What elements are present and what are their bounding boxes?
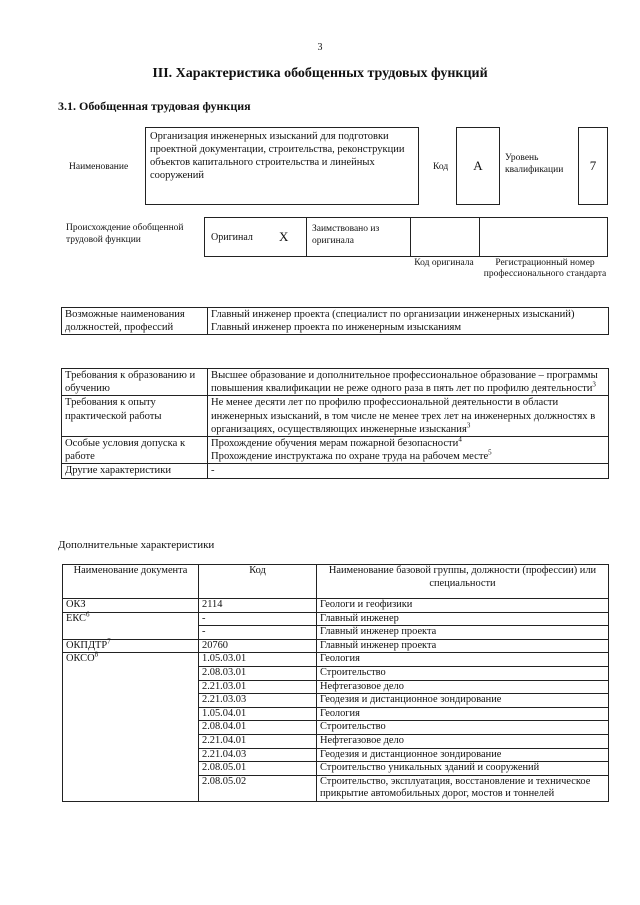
okso-code: 2.08.05.01	[199, 762, 317, 776]
condition-2-text: Прохождение инструктажа по охране труда на рабочем месте	[211, 451, 489, 463]
level-label: Уровень квалификации	[505, 153, 564, 175]
experience-value: Не менее десяти лет по профилю профессиональной деятельности в области инженерных изысканий, в том числе не менее трех лет на инженерных должностях в организациях, осуществляющих инженерные изыскания	[211, 397, 596, 435]
qualification-level-box	[578, 127, 608, 205]
okso-name: Геодезия и дистанционное зондирование	[317, 748, 609, 762]
okpdtr-code: 20760	[199, 639, 317, 653]
position-1: Главный инженер проекта (специалист по организации инженерных изысканий)	[211, 309, 575, 320]
okso-code: 1.05.04.01	[199, 707, 317, 721]
other-value: -	[208, 464, 609, 478]
origin-box	[204, 217, 608, 257]
table-row	[63, 639, 609, 653]
okso-name: Геодезия и дистанционное зондирование	[317, 694, 609, 708]
okso-name: Строительство уникальных зданий и сооружений	[317, 762, 609, 776]
okso-code: 2.08.03.01	[199, 666, 317, 680]
condition-2	[211, 450, 605, 463]
okso-name: Строительство	[317, 666, 609, 680]
eks-code-2: -	[199, 626, 317, 640]
eks-code-1: -	[199, 612, 317, 626]
conditions-cell	[208, 437, 609, 464]
positions-values	[208, 308, 609, 335]
positions-label: Возможные наименования должностей, профессий	[62, 308, 208, 335]
okpdtr-name: Главный инженер проекта	[317, 639, 609, 653]
position-2: Главный инженер проекта по инженерным изысканиям	[211, 322, 462, 334]
borrowed-label: Заимствовано из оригинала	[312, 224, 380, 246]
eks-name-2: Главный инженер проекта	[317, 626, 609, 640]
education-footnote: 3	[592, 380, 596, 389]
okso-code: 2.21.03.03	[199, 694, 317, 708]
table-row	[63, 653, 609, 667]
original-mark: X	[279, 229, 289, 244]
additional-table	[62, 564, 609, 802]
col-header-name: Наименование базовой группы, должности (профессии) или специальности	[317, 565, 609, 599]
okso-code: 1.05.03.01	[199, 653, 317, 667]
name-label: Наименование	[69, 162, 129, 172]
original-label: Оригинал	[211, 232, 253, 243]
okso-code: 2.08.04.01	[199, 721, 317, 735]
other-label: Другие характеристики	[62, 464, 208, 478]
okso-name: Геология	[317, 653, 609, 667]
subsection-title: 3.1. Обобщенная трудовая функция	[58, 99, 251, 113]
okz-name: Геологи и геофизики	[317, 599, 609, 613]
okso-code: 2.21.04.01	[199, 734, 317, 748]
experience-cell	[208, 396, 609, 437]
table-row	[63, 599, 609, 613]
okz-code: 2114	[199, 599, 317, 613]
function-name-box	[145, 127, 419, 205]
eks-doc: ЕКС	[66, 612, 86, 624]
okso-name: Строительство, эксплуатация, восстановление и техническое прикрытие автомобильных дорог, мостов и тоннелей	[317, 775, 609, 801]
code-label: Код	[433, 162, 449, 172]
experience-label: Требования к опыту практической работы	[62, 396, 208, 437]
education-cell	[208, 369, 609, 396]
reg-number-caption: Регистрационный номер профессионального стандарта	[483, 258, 607, 279]
function-code-box	[456, 127, 500, 205]
positions-table	[61, 307, 609, 335]
okpdtr-doc: ОКПДТР	[66, 639, 108, 651]
origin-divider-2	[410, 217, 411, 257]
requirements-table	[61, 368, 609, 479]
origin-divider-1	[306, 217, 307, 257]
condition-2-footnote: 5	[488, 448, 492, 457]
okso-doc: ОКСО	[66, 653, 95, 665]
col-header-doc: Наименование документа	[63, 565, 199, 599]
conditions-label: Особые условия допуска к работе	[62, 437, 208, 464]
eks-doc-cell	[63, 612, 199, 639]
okso-name: Геология	[317, 707, 609, 721]
okso-footnote: 8	[94, 650, 99, 659]
condition-1	[211, 437, 605, 450]
okpdtr-doc-cell	[63, 639, 199, 653]
origin-divider-3	[479, 217, 480, 257]
okso-name: Нефтегазовое дело	[317, 734, 609, 748]
table-row	[63, 612, 609, 626]
condition-1-footnote: 4	[458, 435, 462, 444]
section-title: III. Характеристика обобщенных трудовых функций	[152, 66, 488, 81]
education-label: Требования к образованию и обучению	[62, 369, 208, 396]
function-code-value: А	[473, 158, 483, 173]
okso-code: 2.08.05.02	[199, 775, 317, 801]
eks-footnote: 6	[85, 610, 90, 619]
okso-name: Нефтегазовое дело	[317, 680, 609, 694]
experience-footnote: 3	[466, 421, 471, 430]
code-original-caption: Код оригинала	[414, 258, 474, 268]
condition-1-text: Прохождение обучения мерам пожарной безопасности	[211, 438, 459, 450]
function-name-value: Организация инженерных изысканий для подготовки проектной документации, строительства, реконструкции объектов капитального строительства и линейных сооружений	[150, 131, 405, 181]
additional-heading: Дополнительные характеристики	[58, 539, 215, 551]
okso-code: 2.21.04.03	[199, 748, 317, 762]
okso-name: Строительство	[317, 721, 609, 735]
page-number: 3	[317, 42, 323, 53]
col-header-code: Код	[199, 565, 317, 599]
okpdtr-footnote: 7	[107, 637, 111, 646]
education-value: Высшее образование и дополнительное профессиональное образование – программы повышения квалификации не реже одного раза в пять лет по профилю деятельности	[211, 370, 598, 395]
okso-code: 2.21.03.01	[199, 680, 317, 694]
okz-doc: ОКЗ	[63, 599, 199, 613]
okso-doc-cell	[63, 650, 199, 802]
origin-label: Происхождение обобщенной трудовой функции	[66, 223, 184, 245]
eks-name-1: Главный инженер	[317, 612, 609, 626]
qualification-level-value: 7	[589, 158, 597, 173]
